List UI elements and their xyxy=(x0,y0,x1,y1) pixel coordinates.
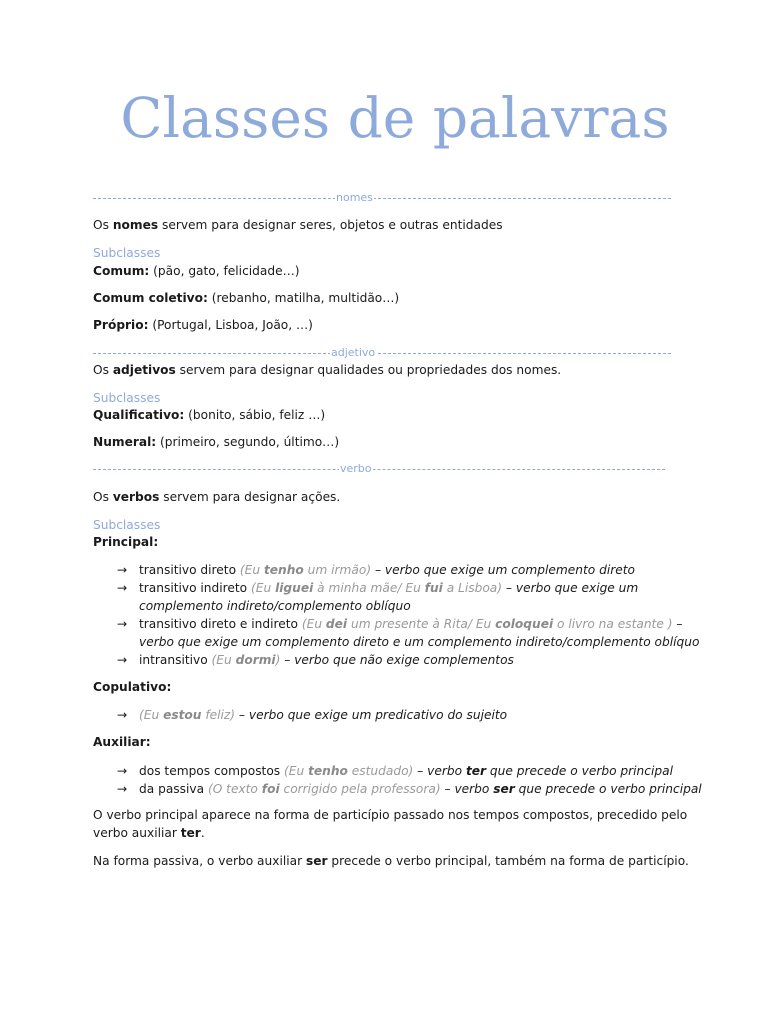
paragraph-line xyxy=(93,807,687,823)
list-item xyxy=(139,562,635,578)
list-item xyxy=(139,580,638,596)
text-run: à minha mãe/ Eu xyxy=(313,581,425,595)
text-run: ter xyxy=(465,764,487,778)
subclasses-heading-verbo: Subclasses xyxy=(93,518,161,532)
list-item: Próprio: (Portugal, Lisboa, João, …) xyxy=(93,318,313,332)
separator-label: adjetivo xyxy=(331,346,376,359)
separator-nomes xyxy=(93,190,671,206)
text-run: O verbo principal aparece na forma de particípio passado nos tempos compostos, precedido pelo xyxy=(93,808,688,822)
text-run: um presente à Rita/ Eu xyxy=(347,617,496,631)
arrow-bullet-icon: → xyxy=(117,782,128,796)
text-run: – verbo xyxy=(413,764,466,778)
list-item: Numeral: (primeiro, segundo, último…) xyxy=(93,435,340,449)
text-run: ter xyxy=(180,826,201,840)
list-item xyxy=(139,598,411,614)
list-item xyxy=(139,707,507,723)
text-run: verbo auxiliar xyxy=(93,826,181,840)
text-run: ser xyxy=(305,854,328,868)
page-title: Classes de palavras xyxy=(120,86,670,150)
list-item: Comum coletivo: (rebanho, matilha, multidão…) xyxy=(93,291,400,305)
list-item: Qualificativo: (bonito, sábio, feliz …) xyxy=(93,408,326,422)
text-run: – verbo que exige um xyxy=(502,581,639,595)
subclasses-heading-nomes: Subclasses xyxy=(93,246,161,260)
heading-principal: Principal: xyxy=(93,535,159,549)
dashed-rule xyxy=(93,353,671,354)
text-run: da passiva xyxy=(139,782,208,796)
text-run: (Eu xyxy=(239,563,264,577)
list-item xyxy=(139,634,699,650)
text-run: liguei xyxy=(275,581,314,595)
arrow-bullet-icon: → xyxy=(117,563,128,577)
text-run: verbo que exige um complemento direto e um complemento indireto/complemento oblíquo xyxy=(139,635,700,649)
text-run: coloquei xyxy=(495,617,554,631)
text-run: feliz) xyxy=(201,708,236,722)
text-run: precede o verbo principal, também na forma de particípio. xyxy=(327,854,689,868)
separator-verbo xyxy=(93,461,671,477)
text-run: ser xyxy=(493,782,515,796)
text-run: (Eu xyxy=(301,617,326,631)
separator-label: verbo xyxy=(340,462,372,475)
text-run: que precede o verbo principal xyxy=(514,782,702,796)
text-run: . xyxy=(200,826,205,840)
text-run: complemento indireto/complemento oblíquo xyxy=(139,599,411,613)
arrow-bullet-icon: → xyxy=(117,581,128,595)
text-run: (Eu xyxy=(251,581,276,595)
subclasses-heading-adjetivo: Subclasses xyxy=(93,391,161,405)
text-run: dos tempos compostos xyxy=(139,764,285,778)
list-item xyxy=(139,763,673,779)
text-run: – verbo que não exige complementos xyxy=(280,653,514,667)
text-run: tenho xyxy=(308,764,348,778)
arrow-bullet-icon: → xyxy=(117,653,128,667)
text-run: – verbo xyxy=(440,782,494,796)
paragraph-line xyxy=(93,825,205,841)
text-run: a Lisboa) xyxy=(442,581,503,595)
text-run: estou xyxy=(163,708,202,722)
arrow-bullet-icon: → xyxy=(117,764,128,778)
list-item xyxy=(139,616,682,632)
text-run: transitivo direto xyxy=(139,563,240,577)
text-run: – verbo que exige um complemento direto xyxy=(371,563,635,577)
text-run: ) xyxy=(275,653,281,667)
list-item xyxy=(139,781,702,797)
separator-adjetivo xyxy=(93,345,671,361)
text-run: (Eu xyxy=(284,764,309,778)
text-run: estudado) xyxy=(347,764,414,778)
list-item xyxy=(139,652,514,668)
text-run: intransitivo xyxy=(139,653,212,667)
text-run: um irmão) xyxy=(303,563,372,577)
text-run: Na forma passiva, o verbo auxiliar xyxy=(93,854,306,868)
list-item: Comum: (pão, gato, felicidade…) xyxy=(93,264,300,278)
text-run: o livro na estante ) xyxy=(553,617,673,631)
text-run: tenho xyxy=(263,563,304,577)
text-run: foi xyxy=(261,782,280,796)
text-run: (O texto xyxy=(207,782,262,796)
separator-label: nomes xyxy=(336,191,373,204)
intro-nomes: Os nomes servem para designar seres, objetos e outras entidades xyxy=(93,218,503,232)
text-run: (Eu xyxy=(211,653,236,667)
paragraph-line xyxy=(93,853,689,869)
dashed-rule xyxy=(93,198,671,199)
arrow-bullet-icon: → xyxy=(117,708,128,722)
text-run: – verbo que exige um predicativo do sujeito xyxy=(235,708,508,722)
text-run: que precede o verbo principal xyxy=(486,764,673,778)
text-run: corrigido pela professora) xyxy=(279,782,441,796)
text-run: (Eu xyxy=(139,708,164,722)
text-run: transitivo indireto xyxy=(139,581,252,595)
heading-auxiliar: Auxiliar: xyxy=(93,735,151,749)
text-run: dormi xyxy=(235,653,276,667)
text-run: – xyxy=(672,617,683,631)
dashed-rule xyxy=(93,469,665,470)
intro-verbo: Os verbos servem para designar ações. xyxy=(93,490,341,504)
text-run: dei xyxy=(325,617,348,631)
text-run: transitivo direto e indireto xyxy=(139,617,302,631)
heading-copulativo: Copulativo: xyxy=(93,680,172,694)
arrow-bullet-icon: → xyxy=(117,617,128,631)
text-run: fui xyxy=(424,581,443,595)
intro-adjetivo: Os adjetivos servem para designar qualidades ou propriedades dos nomes. xyxy=(93,363,562,377)
